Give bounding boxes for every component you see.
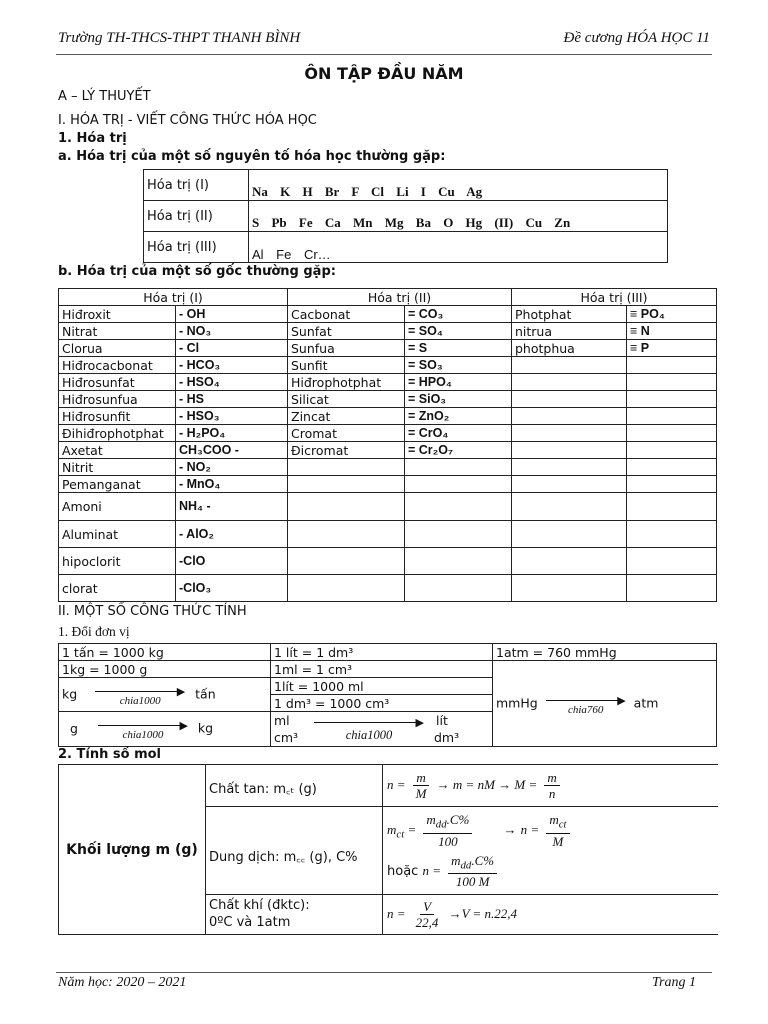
radical-name (288, 521, 405, 548)
radical-name (288, 548, 405, 575)
radical-formula: - H₂PO₄ (176, 425, 288, 442)
radical-name: Zincat (288, 408, 405, 425)
cm3-label: cm³ (274, 730, 299, 745)
radical-name (512, 521, 627, 548)
table-row (59, 521, 717, 548)
radical-name: Sunfit (288, 357, 405, 374)
radical-formula (627, 408, 717, 425)
radical-formula (627, 357, 717, 374)
radical-formula (627, 391, 717, 408)
section-1-heading: I. HÓA TRỊ - VIẾT CÔNG THỨC HÓA HỌC (58, 113, 317, 128)
radical-name: Sunfua (288, 340, 405, 357)
valence-elements: Na K H Br F Cl Li I Cu Ag (249, 170, 668, 201)
kg-label: kg (62, 686, 78, 701)
conversion-arrow-icon: ▶ chia1000 (314, 715, 424, 737)
radical-formula: = ZnO₂ (405, 408, 512, 425)
radical-name (512, 493, 627, 521)
table-row (59, 661, 717, 678)
radical-formula: - HSO₄ (176, 374, 288, 391)
table-row (59, 340, 717, 357)
ml-label: ml (274, 713, 290, 728)
column-header: Hóa trị (II) (288, 289, 512, 306)
conversion-liter-ml: 1lít = 1000 ml (271, 678, 493, 695)
radical-formula: NH₄ - (176, 493, 288, 521)
radical-formula (405, 476, 512, 493)
radical-name: Nitrit (59, 459, 176, 476)
radical-formula (405, 459, 512, 476)
radical-formula: = SiO₃ (405, 391, 512, 408)
radical-name: photphua (512, 340, 627, 357)
footer-rule (56, 972, 712, 973)
element-valence-table (143, 169, 668, 263)
table-row (59, 408, 717, 425)
solution-formula: $m_{ct}$ = $\frac{m_{dd}.C\%}{100}$ → n = $\frac{m_{ct}}{M}$ hoặc n = $\frac{m_{dd}.C\%}{100 M}$ (383, 807, 719, 895)
radical-formula: = Cr₂O₇ (405, 442, 512, 459)
radical-formula (405, 548, 512, 575)
table-row (59, 442, 717, 459)
radical-name: Đicromat (288, 442, 405, 459)
section-a-heading: A – LÝ THUYẾT (58, 89, 151, 104)
radical-formula: - Cl (176, 340, 288, 357)
radical-name (512, 374, 627, 391)
table-row (144, 232, 668, 263)
radical-name (512, 425, 627, 442)
radical-formula: ≡ N (627, 323, 717, 340)
radical-formula (627, 548, 717, 575)
table-row (59, 374, 717, 391)
conversion-arrow-icon: ▶ chia1000 (98, 718, 188, 740)
radical-formula: - HS (176, 391, 288, 408)
radical-formula (627, 476, 717, 493)
column-header: Hóa trị (III) (512, 289, 717, 306)
valence-label: Hóa trị (II) (144, 201, 249, 232)
radical-name: Cacbonat (288, 306, 405, 323)
kg-label: kg (197, 720, 214, 736)
radical-formula: - HSO₃ (176, 408, 288, 425)
conversion-liter: 1 lít = 1 dm³ (271, 644, 493, 661)
radical-formula: = SO₃ (405, 357, 512, 374)
table-header-row (59, 289, 717, 306)
radical-formula (627, 459, 717, 476)
mol-formula-table (58, 764, 718, 935)
school-name: Trường TH-THCS-THPT THANH BÌNH (58, 30, 301, 46)
radical-formula: - AlO₂ (176, 521, 288, 548)
radical-name (512, 408, 627, 425)
conversion-arrow-icon: ▶ chia1000 (95, 684, 185, 706)
radical-formula (627, 442, 717, 459)
header-rule (56, 54, 712, 55)
valence-elements: Al Fe Cr… (249, 232, 668, 263)
subheading-radicals: b. Hóa trị của một số gốc thường gặp: (58, 264, 336, 279)
radical-name (512, 459, 627, 476)
radical-formula: -ClO (176, 548, 288, 575)
radical-formula: = SO₄ (405, 323, 512, 340)
radical-name: Sunfat (288, 323, 405, 340)
radical-name: Hiđrosunfat (59, 374, 176, 391)
radical-name (288, 476, 405, 493)
radical-name (288, 459, 405, 476)
table-row (59, 575, 717, 602)
radical-name: nitrua (512, 323, 627, 340)
table-row (59, 357, 717, 374)
conversion-ton: 1 tấn = 1000 kg (59, 644, 271, 661)
radical-formula: - OH (176, 306, 288, 323)
conversion-ml: 1ml = 1 cm³ (271, 661, 493, 678)
dm3-label: dm³ (434, 730, 460, 745)
radical-name (512, 548, 627, 575)
radical-valence-table (58, 288, 717, 602)
radical-name: Amoni (59, 493, 176, 521)
radical-name: Clorua (59, 340, 176, 357)
subject-name: Đề cương HÓA HỌC 11 (563, 30, 710, 46)
radical-formula: = S (405, 340, 512, 357)
table-row (59, 425, 717, 442)
radical-name: Đihiđrophotphat (59, 425, 176, 442)
radical-formula: - NO₂ (176, 459, 288, 476)
subheading-valence: 1. Hóa trị (58, 131, 127, 146)
ton-label: tấn (195, 686, 216, 701)
radical-formula: = CrO₄ (405, 425, 512, 442)
radical-formula: ≡ PO₄ (627, 306, 717, 323)
gas-label: Chất khí (đktc): 0ºC và 1atm (206, 895, 383, 935)
radical-name: Pemanganat (59, 476, 176, 493)
radical-name (512, 442, 627, 459)
radical-formula (405, 493, 512, 521)
solution-label: Dung dịch: m꜀꜀ (g), C% (206, 807, 383, 895)
radical-name: Hiđrocacbonat (59, 357, 176, 374)
column-header: Hóa trị (I) (59, 289, 288, 306)
page-title: ÔN TẬP ĐẦU NĂM (304, 64, 464, 83)
page-number: Trang 1 (652, 975, 696, 990)
radical-formula: = CO₃ (405, 306, 512, 323)
radical-name: Hiđrosunfua (59, 391, 176, 408)
table-row (59, 323, 717, 340)
valence-label: Hóa trị (I) (144, 170, 249, 201)
radical-name (512, 575, 627, 602)
pressure-conversion (493, 661, 717, 747)
radical-formula: - MnO₄ (176, 476, 288, 493)
conversion-kg: 1kg = 1000 g (59, 661, 271, 678)
table-row (144, 170, 668, 201)
unit-conversion-table (58, 643, 717, 747)
table-row (59, 459, 717, 476)
radical-formula: - HCO₃ (176, 357, 288, 374)
radical-formula: - NO₃ (176, 323, 288, 340)
g-label: g (70, 720, 78, 736)
solute-formula: n = $\frac{m}{M}$ → m = nM → M = $\frac{m}{n}$ (383, 765, 719, 807)
table-row (59, 493, 717, 521)
radical-formula (627, 425, 717, 442)
conversion-dm3-cm3: 1 dm³ = 1000 cm³ (271, 695, 493, 712)
table-row (59, 765, 719, 807)
radical-name: Hiđrosunfit (59, 408, 176, 425)
radical-formula: = HPO₄ (405, 374, 512, 391)
radical-name (288, 493, 405, 521)
radical-formula: CH₃COO - (176, 442, 288, 459)
radical-name: Nitrat (59, 323, 176, 340)
radical-name: Hiđrophotphat (288, 374, 405, 391)
valence-label: Hóa trị (III) (144, 232, 249, 263)
section-2-heading: II. MỘT SỐ CÔNG THỨC TÍNH (58, 604, 247, 619)
radical-name: Cromat (288, 425, 405, 442)
conversion-atm: 1atm = 760 mmHg (493, 644, 717, 661)
volume-conversion (271, 712, 493, 747)
radical-formula (405, 521, 512, 548)
radical-formula: -ClO₃ (176, 575, 288, 602)
table-row (59, 548, 717, 575)
table-row (59, 476, 717, 493)
subheading-unit-conversion: 1. Đổi đơn vị (58, 624, 130, 639)
table-row (59, 644, 717, 661)
radical-name (288, 575, 405, 602)
mass-group-label: Khối lượng m (g) (59, 765, 206, 935)
valence-elements: S Pb Fe Ca Mn Mg Ba O Hg (II) Cu Zn (249, 201, 668, 232)
radical-formula (627, 521, 717, 548)
radical-name (512, 357, 627, 374)
school-year: Năm học: 2020 – 2021 (58, 975, 187, 990)
radical-formula (627, 493, 717, 521)
radical-name: hipoclorit (59, 548, 176, 575)
table-row (144, 201, 668, 232)
radical-formula (627, 575, 717, 602)
lit-label: lít (436, 713, 448, 728)
radical-name: Aluminat (59, 521, 176, 548)
subheading-mol: 2. Tính số mol (58, 747, 161, 762)
radical-formula (405, 575, 512, 602)
mmhg-label: mmHg (496, 695, 538, 710)
subheading-valence-elements: a. Hóa trị của một số nguyên tố hóa học thường gặp: (58, 149, 446, 164)
mass-conversion-g-kg (59, 712, 271, 747)
conversion-arrow-icon: ▶ chia760 (546, 693, 626, 715)
radical-name (512, 476, 627, 493)
mass-conversion-kg-ton (59, 678, 271, 712)
radical-name: clorat (59, 575, 176, 602)
table-row (59, 391, 717, 408)
radical-formula (627, 374, 717, 391)
table-row (59, 306, 717, 323)
radical-name: Hiđroxit (59, 306, 176, 323)
solute-label: Chất tan: m꜀ₜ (g) (206, 765, 383, 807)
radical-name: Axetat (59, 442, 176, 459)
radical-name (512, 391, 627, 408)
radical-name: Silicat (288, 391, 405, 408)
radical-formula: ≡ P (627, 340, 717, 357)
gas-formula: n = $\frac{V}{22,4}$ →V = n.22,4 (383, 895, 719, 935)
atm-label: atm (633, 695, 659, 710)
radical-name: Photphat (512, 306, 627, 323)
